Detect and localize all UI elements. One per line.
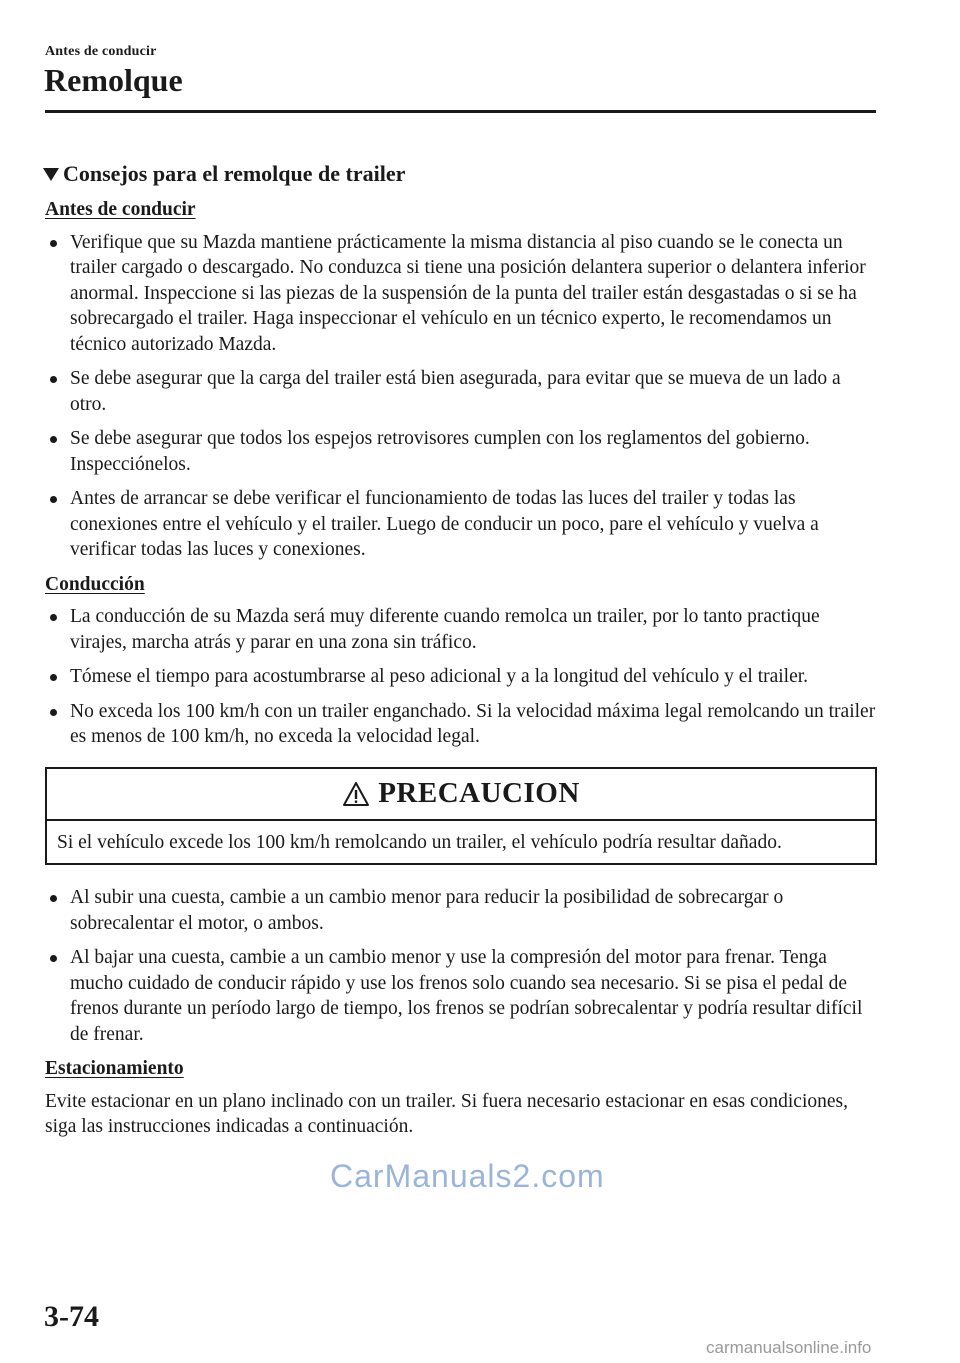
- list-item: [45, 945, 877, 1047]
- bullet-list-conduccion: [45, 604, 877, 750]
- bullet-icon: [50, 674, 57, 681]
- section-heading-text: Consejos para el remolque de trailer: [63, 161, 406, 187]
- list-item: [45, 664, 877, 690]
- header-section-label: Antes de conducir: [45, 44, 157, 59]
- bullet-icon: [50, 895, 57, 902]
- page-title: Remolque: [44, 62, 183, 98]
- subheading-estacionamiento: Estacionamiento: [45, 1058, 184, 1079]
- bullet-icon: [50, 240, 57, 247]
- warning-triangle-icon: [342, 781, 370, 807]
- list-item: [45, 366, 877, 417]
- subheading-conduccion: Conducción: [45, 573, 145, 595]
- caution-box: [45, 767, 877, 866]
- watermark-logo: CarManuals2.com: [330, 1158, 605, 1194]
- bullet-icon: [50, 709, 57, 716]
- site-watermark: carmanualsonline.info: [706, 1338, 872, 1357]
- bullet-icon: [50, 436, 57, 443]
- page-number: 3-74: [44, 1300, 99, 1333]
- parking-paragraph: Evite estacionar en un plano inclinado con un trailer. Si fuera necesario estacionar en esas condiciones, siga las instrucciones indicadas a continuación.: [45, 1090, 848, 1137]
- bullet-icon: [50, 376, 57, 383]
- list-item-text: No exceda los 100 km/h con un trailer enganchado. Si la velocidad máxima legal remolcando un trailer es menos de 100 km/h, no exceda la velocidad legal.: [70, 700, 876, 747]
- list-item-text: Se debe asegurar que todos los espejos retrovisores cumplen con los reglamentos del gobierno. Inspecciónelos.: [70, 428, 810, 475]
- bullet-icon: [50, 496, 57, 503]
- list-item-text: Verifique que su Mazda mantiene prácticamente la misma distancia al piso cuando se le conecta un trailer cargado o descargado. No conduzca si tiene una posición delantera superior o delantera inferior anormal. Inspeccione si las piezas de la suspensión de la punta del trailer están desgastadas o si se ha sobrecargado el trailer. Haga inspeccionar el vehículo en un técnico experto, le recomendamos un técnico autorizado Mazda.: [70, 231, 866, 355]
- caution-title: PRECAUCION: [378, 776, 580, 809]
- list-item: [45, 230, 877, 358]
- subheading-antes: Antes de conducir: [45, 199, 196, 220]
- list-item: [45, 486, 877, 563]
- bullet-list-antes: [45, 230, 877, 563]
- list-item-text: Se debe asegurar que la carga del trailer está bien asegurada, para evitar que se mueva de un lado a otro.: [70, 368, 841, 415]
- list-item-text: Antes de arrancar se debe verificar el funcionamiento de todas las luces del trailer y todas las conexiones entre el vehículo y el trailer. Luego de conducir un poco, pare el vehículo y vuelva a verificar todas las luces y conexiones.: [70, 488, 819, 560]
- section-heading: [43, 157, 877, 191]
- list-item: [45, 885, 877, 936]
- bullet-icon: [50, 614, 57, 621]
- list-item-text: Al bajar una cuesta, cambie a un cambio menor y use la compresión del motor para frenar. Tenga mucho cuidado de conducir rápido y use los frenos solo cuando sea necesario. Si se pisa el pedal de frenos durante un período largo de tiempo, los frenos se podrían sobrecalentar y podría resultar difícil de frenar.: [70, 947, 863, 1045]
- header-divider: [45, 110, 876, 113]
- list-item-text: La conducción de su Mazda será muy diferente cuando remolca un trailer, por lo tanto practique virajes, marcha atrás y parar en una zona sin tráfico.: [70, 606, 820, 653]
- triangle-down-icon: [43, 168, 59, 181]
- main-content: [45, 157, 877, 1140]
- caution-header: [47, 769, 875, 821]
- bullet-icon: [50, 955, 57, 962]
- list-item: [45, 426, 877, 477]
- caution-body: Si el vehículo excede los 100 km/h remolcando un trailer, el vehículo podría resultar dañado.: [57, 831, 782, 853]
- list-item: [45, 604, 877, 655]
- bullet-list-after-caution: [45, 885, 877, 1047]
- list-item-text: Tómese el tiempo para acostumbrarse al peso adicional y a la longitud del vehículo y el trailer.: [70, 666, 809, 687]
- list-item: [45, 699, 877, 750]
- list-item-text: Al subir una cuesta, cambie a un cambio menor para reducir la posibilidad de sobrecargar o sobrecalentar el motor, o ambos.: [70, 887, 784, 934]
